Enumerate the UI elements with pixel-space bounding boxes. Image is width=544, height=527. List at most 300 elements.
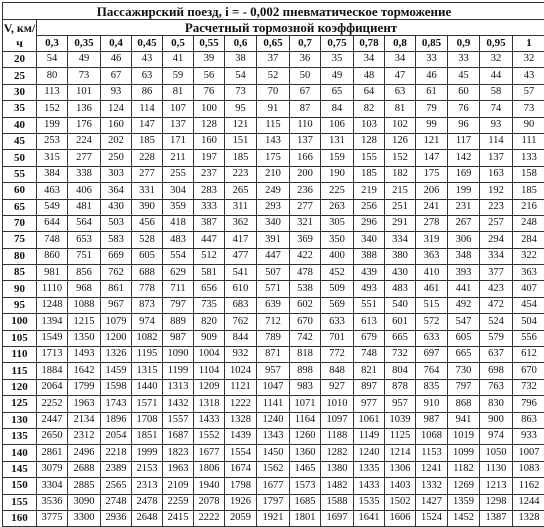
- distance-cell: 987: [416, 412, 448, 428]
- distance-cell: 192: [480, 183, 513, 199]
- distance-cell: 669: [101, 248, 132, 264]
- distance-cell: 898: [290, 363, 321, 379]
- distance-cell: 1328: [513, 510, 544, 526]
- distance-cell: 461: [416, 281, 448, 297]
- distance-cell: 549: [37, 199, 68, 215]
- distance-cell: 65: [321, 84, 354, 100]
- table-row: [3, 428, 544, 444]
- distance-cell: 33: [448, 52, 480, 68]
- speed-cell: 85: [3, 265, 37, 281]
- distance-cell: 400: [321, 248, 354, 264]
- distance-cell: 380: [385, 248, 416, 264]
- distance-cell: 155: [354, 150, 385, 166]
- distance-cell: 35: [321, 52, 354, 68]
- coefficient-header: 0,75: [321, 36, 354, 52]
- table-row: [3, 166, 544, 182]
- distance-cell: 933: [513, 428, 544, 444]
- distance-cell: 38: [225, 52, 257, 68]
- distance-cell: 2415: [163, 510, 194, 526]
- distance-cell: 64: [354, 84, 385, 100]
- distance-cell: 763: [480, 379, 513, 395]
- distance-cell: 228: [132, 150, 163, 166]
- distance-cell: 423: [480, 281, 513, 297]
- distance-cell: 507: [257, 265, 290, 281]
- distance-cell: 102: [385, 117, 416, 133]
- distance-cell: 143: [257, 133, 290, 149]
- distance-cell: 1039: [385, 412, 416, 428]
- table-row: [3, 396, 544, 412]
- distance-cell: 1240: [354, 445, 385, 461]
- distance-cell: 422: [290, 248, 321, 264]
- distance-cell: 1940: [194, 478, 225, 494]
- distance-cell: 1306: [385, 461, 416, 477]
- distance-cell: 860: [37, 248, 68, 264]
- distance-cell: 2565: [101, 478, 132, 494]
- distance-cell: 114: [132, 101, 163, 117]
- distance-cell: 547: [448, 314, 480, 330]
- speed-cell: 145: [3, 461, 37, 477]
- distance-cell: 61: [416, 84, 448, 100]
- table-row: [3, 363, 544, 379]
- distance-cell: 1606: [385, 510, 416, 526]
- distance-cell: 698: [480, 363, 513, 379]
- table-row: [3, 183, 544, 199]
- distance-cell: 1713: [37, 347, 68, 363]
- distance-cell: 74: [480, 101, 513, 117]
- distance-cell: 185: [225, 150, 257, 166]
- distance-cell: 283: [194, 183, 225, 199]
- distance-cell: 2078: [194, 494, 225, 510]
- distance-cell: 185: [513, 183, 544, 199]
- distance-cell: 900: [480, 412, 513, 428]
- table-row: [3, 281, 544, 297]
- distance-cell: 91: [257, 101, 290, 117]
- distance-cell: 384: [37, 166, 68, 182]
- distance-cell: 613: [354, 314, 385, 330]
- distance-cell: 37: [257, 52, 290, 68]
- distance-cell: 701: [321, 330, 354, 346]
- distance-cell: 967: [101, 297, 132, 313]
- distance-cell: 447: [257, 248, 290, 264]
- table-row: [3, 52, 544, 68]
- distance-cell: 1269: [448, 478, 480, 494]
- distance-cell: 665: [385, 330, 416, 346]
- distance-cell: 670: [513, 363, 544, 379]
- distance-cell: 1963: [68, 396, 101, 412]
- distance-cell: 73: [513, 101, 544, 117]
- distance-cell: 909: [194, 330, 225, 346]
- distance-cell: 215: [385, 183, 416, 199]
- distance-cell: 334: [385, 232, 416, 248]
- distance-cell: 863: [513, 412, 544, 428]
- table-row: [3, 314, 544, 330]
- distance-cell: 169: [448, 166, 480, 182]
- coefficient-header: 0,95: [480, 36, 513, 52]
- distance-cell: 1432: [163, 396, 194, 412]
- speed-cell: 30: [3, 84, 37, 100]
- distance-cell: 211: [163, 150, 194, 166]
- distance-cell: 182: [385, 166, 416, 182]
- distance-cell: 797: [448, 379, 480, 395]
- distance-cell: 2222: [194, 510, 225, 526]
- speed-cell: 115: [3, 363, 37, 379]
- distance-cell: 54: [37, 52, 68, 68]
- distance-cell: 142: [448, 150, 480, 166]
- distance-cell: 515: [416, 297, 448, 313]
- table-row: [3, 379, 544, 395]
- distance-cell: 293: [257, 199, 290, 215]
- distance-cell: 524: [480, 314, 513, 330]
- distance-cell: 100: [194, 101, 225, 117]
- distance-cell: 1562: [257, 461, 290, 477]
- distance-cell: 897: [354, 379, 385, 395]
- coefficient-header: 0,45: [132, 36, 163, 52]
- distance-cell: 101: [68, 84, 101, 100]
- distance-cell: 390: [132, 199, 163, 215]
- distance-cell: 653: [68, 232, 101, 248]
- coefficient-header: 0,78: [354, 36, 385, 52]
- distance-cell: 49: [321, 68, 354, 84]
- distance-cell: 1195: [132, 347, 163, 363]
- distance-cell: 492: [448, 297, 480, 313]
- distance-cell: 430: [101, 199, 132, 215]
- distance-cell: 868: [448, 396, 480, 412]
- distance-cell: 277: [68, 150, 101, 166]
- distance-cell: 540: [385, 297, 416, 313]
- distance-cell: 114: [480, 133, 513, 149]
- distance-cell: 601: [385, 314, 416, 330]
- distance-cell: 1343: [257, 428, 290, 444]
- distance-cell: 1674: [225, 461, 257, 477]
- distance-cell: 581: [194, 265, 225, 281]
- distance-cell: 364: [101, 183, 132, 199]
- distance-cell: 175: [416, 166, 448, 182]
- distance-cell: 1007: [513, 445, 544, 461]
- distance-cell: 45: [448, 68, 480, 84]
- speed-cell: 90: [3, 281, 37, 297]
- speed-cell: 155: [3, 494, 37, 510]
- distance-cell: 363: [513, 265, 544, 281]
- distance-cell: 772: [321, 347, 354, 363]
- distance-cell: 452: [321, 265, 354, 281]
- distance-cell: 797: [163, 297, 194, 313]
- coefficient-group-header: Расчетный тормозной коэффициент: [37, 20, 544, 36]
- distance-cell: 1687: [163, 428, 194, 444]
- distance-cell: 1318: [194, 396, 225, 412]
- distance-cell: 306: [448, 232, 480, 248]
- distance-cell: 1082: [132, 330, 163, 346]
- distance-cell: 633: [416, 330, 448, 346]
- distance-cell: 81: [385, 101, 416, 117]
- distance-cell: 1149: [354, 428, 385, 444]
- distance-cell: 103: [354, 117, 385, 133]
- distance-cell: 34: [385, 52, 416, 68]
- distance-cell: 159: [321, 150, 354, 166]
- distance-cell: 602: [290, 297, 321, 313]
- distance-cell: 2064: [37, 379, 68, 395]
- distance-cell: 2134: [68, 412, 101, 428]
- distance-cell: 796: [513, 396, 544, 412]
- distance-cell: 2313: [132, 478, 163, 494]
- distance-cell: 1387: [480, 510, 513, 526]
- speed-cell: 20: [3, 52, 37, 68]
- distance-cell: 569: [321, 297, 354, 313]
- speed-cell: 160: [3, 510, 37, 526]
- distance-cell: 1248: [37, 297, 68, 313]
- distance-cell: 131: [321, 133, 354, 149]
- distance-cell: 257: [480, 215, 513, 231]
- distance-cell: 1884: [37, 363, 68, 379]
- speed-cell: 105: [3, 330, 37, 346]
- distance-cell: 583: [101, 232, 132, 248]
- distance-cell: 99: [416, 117, 448, 133]
- distance-cell: 291: [385, 215, 416, 231]
- distance-cell: 1182: [448, 461, 480, 477]
- table-row: [3, 199, 544, 215]
- distance-cell: 493: [354, 281, 385, 297]
- distance-cell: 1068: [416, 428, 448, 444]
- distance-cell: 185: [132, 133, 163, 149]
- distance-cell: 296: [354, 215, 385, 231]
- distance-cell: 441: [448, 281, 480, 297]
- distance-cell: 974: [480, 428, 513, 444]
- table-row: [3, 117, 544, 133]
- distance-cell: 160: [194, 133, 225, 149]
- distance-cell: 95: [225, 101, 257, 117]
- table-body: [3, 52, 544, 527]
- distance-cell: 1241: [416, 461, 448, 477]
- distance-cell: 2109: [163, 478, 194, 494]
- distance-cell: 941: [448, 412, 480, 428]
- distance-cell: 656: [194, 281, 225, 297]
- distance-cell: 1360: [290, 445, 321, 461]
- distance-cell: 688: [132, 265, 163, 281]
- distance-cell: 277: [132, 166, 163, 182]
- distance-cell: 333: [194, 199, 225, 215]
- distance-cell: 1427: [416, 494, 448, 510]
- distance-cell: 223: [480, 199, 513, 215]
- distance-cell: 764: [416, 363, 448, 379]
- distance-cell: 199: [448, 183, 480, 199]
- distance-cell: 185: [354, 166, 385, 182]
- distance-cell: 110: [290, 117, 321, 133]
- distance-cell: 388: [354, 248, 385, 264]
- speed-cell: 150: [3, 478, 37, 494]
- coefficient-header: 0,7: [290, 36, 321, 52]
- distance-cell: 63: [132, 68, 163, 84]
- distance-cell: 1071: [290, 396, 321, 412]
- distance-cell: 136: [68, 101, 101, 117]
- distance-cell: 1335: [354, 461, 385, 477]
- distance-cell: 1921: [257, 510, 290, 526]
- distance-cell: 454: [513, 297, 544, 313]
- distance-cell: 1282: [321, 445, 354, 461]
- distance-cell: 541: [225, 265, 257, 281]
- table-row: [3, 215, 544, 231]
- distance-cell: 39: [194, 52, 225, 68]
- distance-cell: 305: [321, 215, 354, 231]
- distance-cell: 861: [101, 281, 132, 297]
- distance-cell: 362: [225, 215, 257, 231]
- coefficient-header: 0,9: [448, 36, 480, 52]
- speed-cell: 100: [3, 314, 37, 330]
- distance-cell: 334: [480, 248, 513, 264]
- speed-cell: 75: [3, 232, 37, 248]
- distance-cell: 483: [163, 232, 194, 248]
- distance-cell: 32: [480, 52, 513, 68]
- distance-cell: 32: [513, 52, 544, 68]
- distance-cell: 1465: [290, 461, 321, 477]
- distance-cell: 1552: [194, 428, 225, 444]
- distance-cell: 554: [163, 248, 194, 264]
- table-row: [3, 297, 544, 313]
- distance-cell: 732: [385, 347, 416, 363]
- distance-cell: 265: [225, 183, 257, 199]
- distance-cell: 241: [416, 199, 448, 215]
- distance-cell: 987: [163, 330, 194, 346]
- distance-cell: 605: [132, 248, 163, 264]
- coefficient-header: 0,3: [37, 36, 68, 52]
- distance-cell: 160: [101, 117, 132, 133]
- speed-cell: 135: [3, 428, 37, 444]
- distance-cell: 219: [354, 183, 385, 199]
- distance-cell: 210: [257, 166, 290, 182]
- distance-cell: 1004: [194, 347, 225, 363]
- speed-cell: 125: [3, 396, 37, 412]
- distance-cell: 974: [132, 314, 163, 330]
- speed-cell: 120: [3, 379, 37, 395]
- distance-cell: 742: [290, 330, 321, 346]
- distance-cell: 1019: [448, 428, 480, 444]
- distance-cell: 556: [513, 330, 544, 346]
- table-row: [3, 101, 544, 117]
- distance-cell: 391: [257, 232, 290, 248]
- distance-cell: 2059: [225, 510, 257, 526]
- coefficient-header: 0,6: [225, 36, 257, 52]
- distance-cell: 528: [132, 232, 163, 248]
- distance-cell: 171: [163, 133, 194, 149]
- table-row: [3, 133, 544, 149]
- distance-cell: 96: [448, 117, 480, 133]
- speed-cell: 60: [3, 183, 37, 199]
- distance-cell: 121: [416, 133, 448, 149]
- distance-cell: 48: [354, 68, 385, 84]
- distance-cell: 605: [448, 330, 480, 346]
- distance-cell: 1328: [225, 412, 257, 428]
- table-row: [3, 68, 544, 84]
- table-row: [3, 412, 544, 428]
- distance-cell: 844: [225, 330, 257, 346]
- coefficient-header-row: [3, 36, 544, 52]
- distance-cell: 1024: [225, 363, 257, 379]
- speed-cell: 140: [3, 445, 37, 461]
- distance-cell: 1199: [163, 363, 194, 379]
- distance-cell: 117: [448, 133, 480, 149]
- distance-cell: 93: [480, 117, 513, 133]
- distance-cell: 3090: [68, 494, 101, 510]
- coefficient-header: 0,4: [101, 36, 132, 52]
- speed-cell: 80: [3, 248, 37, 264]
- brake-table-container: [2, 2, 540, 486]
- distance-cell: 1999: [132, 445, 163, 461]
- speed-cell: 25: [3, 68, 37, 84]
- distance-cell: 504: [513, 314, 544, 330]
- distance-cell: 732: [513, 379, 544, 395]
- distance-cell: 477: [225, 248, 257, 264]
- distance-cell: 871: [257, 347, 290, 363]
- distance-cell: 848: [321, 363, 354, 379]
- distance-cell: 977: [354, 396, 385, 412]
- speed-cell: 70: [3, 215, 37, 231]
- distance-cell: 762: [225, 314, 257, 330]
- distance-cell: 1452: [448, 510, 480, 526]
- distance-cell: 1047: [257, 379, 290, 395]
- distance-cell: 1677: [194, 445, 225, 461]
- distance-cell: 128: [354, 133, 385, 149]
- distance-cell: 87: [290, 101, 321, 117]
- distance-cell: 551: [354, 297, 385, 313]
- distance-cell: 124: [101, 101, 132, 117]
- distance-cell: 256: [354, 199, 385, 215]
- distance-cell: 315: [37, 150, 68, 166]
- distance-cell: 2447: [37, 412, 68, 428]
- distance-cell: 748: [37, 232, 68, 248]
- distance-cell: 983: [290, 379, 321, 395]
- distance-cell: 1097: [321, 412, 354, 428]
- distance-cell: 121: [225, 117, 257, 133]
- distance-cell: 223: [225, 166, 257, 182]
- distance-cell: 57: [513, 84, 544, 100]
- distance-cell: 359: [163, 199, 194, 215]
- distance-cell: 304: [163, 183, 194, 199]
- distance-cell: 1493: [68, 347, 101, 363]
- distance-cell: 1571: [132, 396, 163, 412]
- distance-cell: 1083: [513, 461, 544, 477]
- distance-cell: 981: [37, 265, 68, 281]
- distance-cell: 1010: [321, 396, 354, 412]
- distance-cell: 483: [385, 281, 416, 297]
- distance-cell: 878: [385, 379, 416, 395]
- speed-cell: 45: [3, 133, 37, 149]
- distance-cell: 80: [37, 68, 68, 84]
- distance-cell: 47: [385, 68, 416, 84]
- distance-cell: 1359: [448, 494, 480, 510]
- distance-cell: 2054: [101, 428, 132, 444]
- distance-cell: 612: [513, 347, 544, 363]
- distance-cell: 348: [448, 248, 480, 264]
- distance-cell: 873: [132, 297, 163, 313]
- distance-cell: 730: [448, 363, 480, 379]
- distance-cell: 58: [480, 84, 513, 100]
- distance-cell: 1061: [354, 412, 385, 428]
- distance-cell: 1708: [132, 412, 163, 428]
- distance-cell: 830: [480, 396, 513, 412]
- distance-cell: 1743: [101, 396, 132, 412]
- distance-cell: 199: [37, 117, 68, 133]
- distance-cell: 679: [354, 330, 385, 346]
- distance-cell: 1079: [101, 314, 132, 330]
- distance-cell: 1433: [354, 478, 385, 494]
- table-row: [3, 265, 544, 281]
- distance-cell: 176: [68, 117, 101, 133]
- distance-cell: 2389: [101, 461, 132, 477]
- table-title: Пассажирский поезд, i = - 0,002 пневматическое торможение: [3, 3, 544, 20]
- distance-cell: 1313: [163, 379, 194, 395]
- distance-cell: 538: [290, 281, 321, 297]
- table-row: [3, 232, 544, 248]
- distance-cell: 1685: [290, 494, 321, 510]
- distance-cell: 1200: [101, 330, 132, 346]
